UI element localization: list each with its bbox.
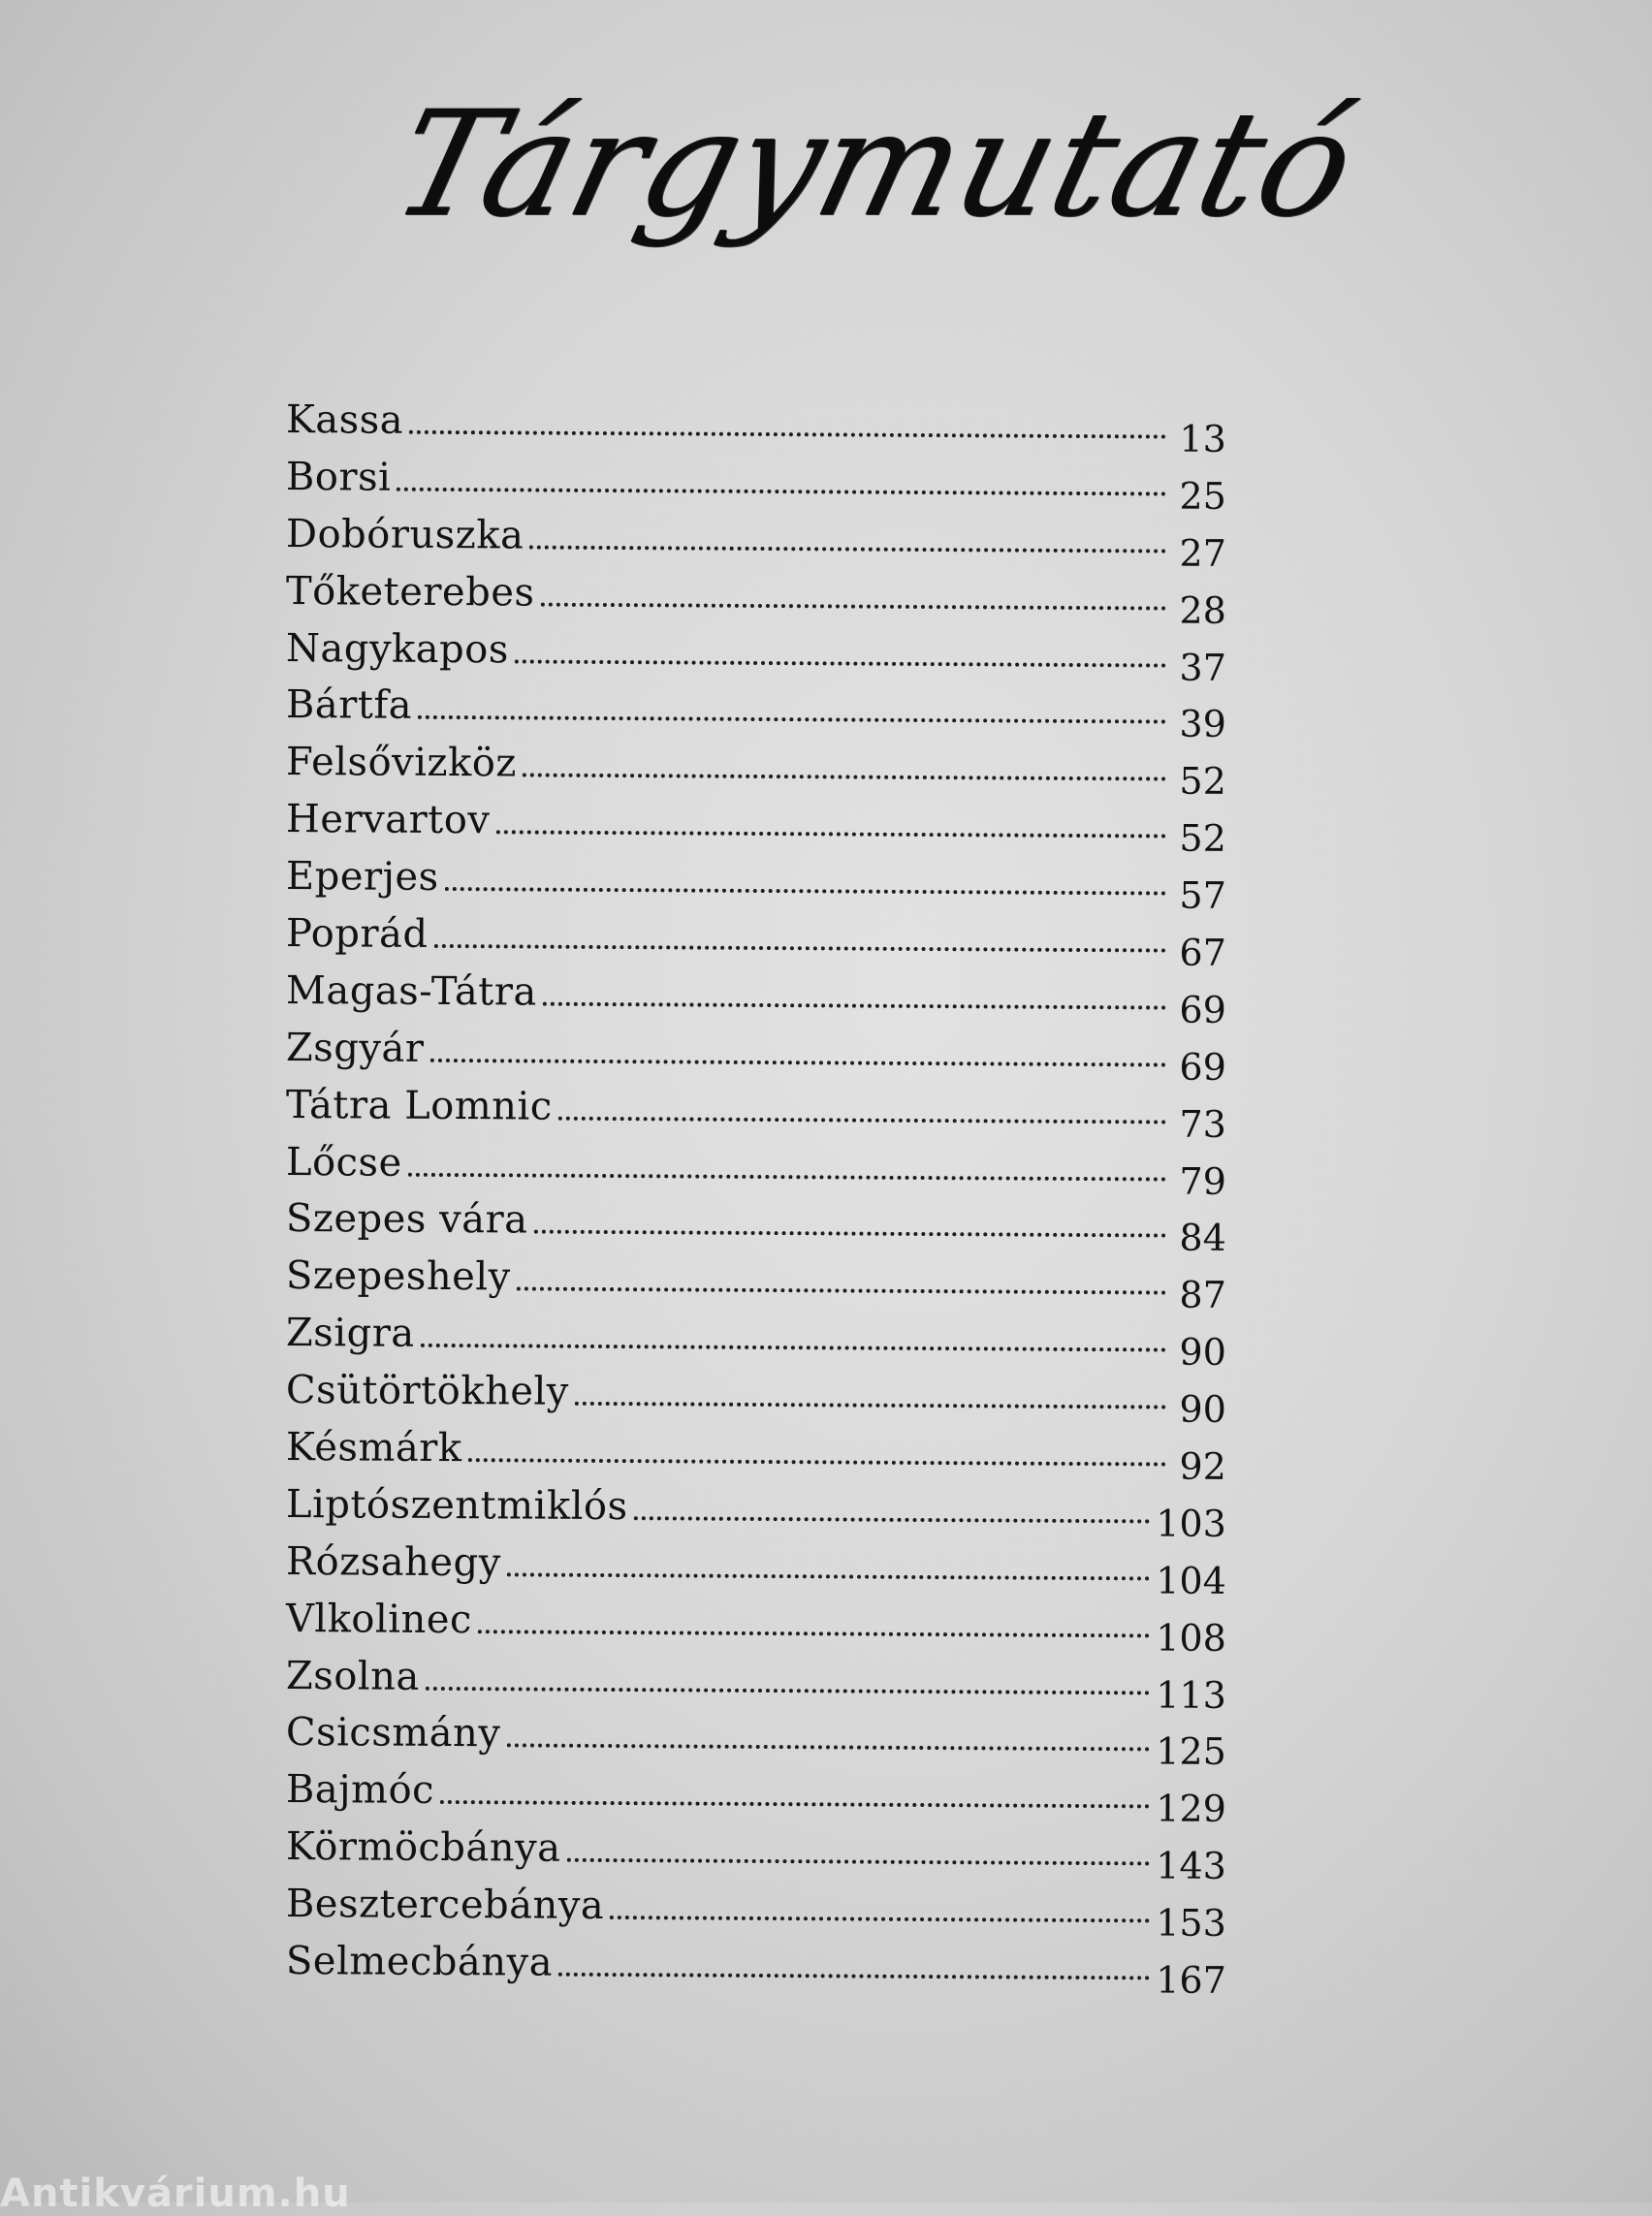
index-entry xyxy=(285,900,1226,974)
index-entry xyxy=(285,671,1226,746)
index-entry-name: Késmárk xyxy=(285,1424,462,1472)
dot-leader xyxy=(558,1972,1150,1980)
index-entry xyxy=(285,1185,1226,1260)
index-entry-name: Magas-Tátra xyxy=(285,967,537,1015)
index-entry-page: 37 xyxy=(1179,646,1226,689)
dot-leader xyxy=(421,1343,1166,1352)
index-entry-page: 113 xyxy=(1156,1672,1226,1717)
index-entry-page: 27 xyxy=(1179,531,1226,575)
index-entry-name: Zsigra xyxy=(285,1311,415,1356)
index-entry xyxy=(285,1071,1226,1146)
dot-leader xyxy=(506,1743,1150,1752)
index-entry-name: Lőcse xyxy=(285,1139,402,1186)
dot-leader xyxy=(426,1685,1151,1694)
index-entry-page: 153 xyxy=(1156,1901,1226,1945)
dot-leader xyxy=(633,1515,1150,1523)
index-entry xyxy=(285,1528,1226,1602)
index-entry-name: Vlkolinec xyxy=(285,1596,473,1642)
index-entry-page: 79 xyxy=(1179,1159,1226,1203)
index-entry-page: 39 xyxy=(1179,702,1226,746)
index-entry-name: Rózsahegy xyxy=(285,1538,501,1586)
index-entry-page: 103 xyxy=(1156,1502,1226,1545)
index-entry xyxy=(285,500,1226,575)
dot-leader xyxy=(517,1286,1166,1295)
index-entry xyxy=(285,728,1226,804)
dot-leader xyxy=(478,1629,1151,1637)
dot-leader xyxy=(433,943,1165,953)
dot-leader xyxy=(468,1457,1166,1466)
index-entry xyxy=(285,615,1226,689)
index-entry-page: 143 xyxy=(1156,1844,1226,1888)
index-entry-page: 52 xyxy=(1179,759,1226,804)
index-entry xyxy=(285,1585,1226,1660)
index-entry-page: 87 xyxy=(1179,1273,1226,1317)
index-entry-name: Poprád xyxy=(285,910,429,957)
index-entry-name: Körmöcbánya xyxy=(285,1824,561,1871)
index-entry xyxy=(285,1698,1226,1774)
index-entry-name: Tőketerebes xyxy=(285,568,535,616)
index-entry xyxy=(285,1642,1226,1717)
index-entry-name: Besztercebánya xyxy=(285,1882,605,1929)
dot-leader xyxy=(429,1058,1166,1067)
dot-leader xyxy=(575,1401,1166,1409)
page-title: Tárgymutató xyxy=(378,80,1372,249)
dot-leader xyxy=(440,1799,1150,1808)
index-entry xyxy=(285,1299,1226,1375)
index-entry xyxy=(285,1128,1226,1203)
dot-leader xyxy=(558,1115,1166,1124)
dot-leader xyxy=(533,1229,1165,1238)
index-entry-page: 69 xyxy=(1179,988,1226,1031)
dot-leader xyxy=(495,829,1166,838)
dot-leader xyxy=(515,658,1166,667)
index-entry xyxy=(285,842,1226,917)
index-entry-page: 57 xyxy=(1179,873,1226,917)
index-entry-name: Tátra Lomnic xyxy=(285,1082,553,1129)
index-entry xyxy=(285,557,1226,632)
index-entry-name: Zsolna xyxy=(285,1653,420,1699)
index-entry-name: Bártfa xyxy=(285,682,413,729)
index-entry-name: Bajmóc xyxy=(285,1767,435,1814)
index-entry-page: 52 xyxy=(1179,816,1226,861)
dot-leader xyxy=(507,1571,1151,1580)
index-entry xyxy=(285,1413,1226,1488)
dot-leader xyxy=(408,1171,1166,1181)
index-entry-name: Zsgyár xyxy=(285,1025,425,1071)
dot-leader xyxy=(445,886,1166,896)
index-entry-name: Eperjes xyxy=(285,854,439,900)
index-entry-page: 67 xyxy=(1179,931,1226,974)
index-entry xyxy=(285,386,1226,460)
index-entry xyxy=(285,1356,1226,1431)
index-entry xyxy=(285,1756,1226,1831)
dot-leader xyxy=(418,714,1166,724)
index-entry-page: 90 xyxy=(1179,1387,1226,1431)
dot-leader xyxy=(543,1000,1166,1009)
index-list xyxy=(285,386,1226,2002)
index-entry-page: 104 xyxy=(1156,1559,1226,1602)
index-entry-page: 167 xyxy=(1156,1958,1226,2002)
index-entry-page: 28 xyxy=(1179,588,1226,632)
dot-leader xyxy=(566,1857,1150,1866)
index-entry-name: Kassa xyxy=(285,396,404,443)
index-entry-page: 125 xyxy=(1156,1729,1226,1774)
index-entry-name: Borsi xyxy=(285,454,392,500)
index-entry-page: 84 xyxy=(1179,1216,1226,1260)
index-entry-page: 92 xyxy=(1179,1444,1226,1488)
index-entry-name: Csütörtökhely xyxy=(285,1368,569,1414)
index-entry xyxy=(285,1813,1226,1888)
index-entry-page: 129 xyxy=(1156,1787,1226,1831)
index-entry-name: Liptószentmiklós xyxy=(285,1481,628,1529)
index-entry-page: 73 xyxy=(1179,1102,1226,1146)
index-entry-page: 25 xyxy=(1179,474,1226,518)
index-entry-page: 108 xyxy=(1156,1616,1226,1660)
dot-leader xyxy=(397,486,1166,495)
index-entry-page: 69 xyxy=(1179,1045,1226,1089)
dot-leader xyxy=(523,773,1166,781)
index-entry-name: Szepeshely xyxy=(285,1253,511,1300)
dot-leader xyxy=(409,429,1166,439)
index-entry-name: Szepes vára xyxy=(285,1196,528,1243)
index-entry-page: 90 xyxy=(1179,1330,1226,1375)
dot-leader xyxy=(529,544,1166,553)
index-entry xyxy=(285,1927,1226,2002)
index-entry-page: 13 xyxy=(1179,417,1226,460)
index-entry-name: Dobóruszka xyxy=(285,511,524,558)
dot-leader xyxy=(610,1915,1150,1922)
index-entry xyxy=(285,957,1226,1031)
dot-leader xyxy=(540,601,1166,610)
index-entry xyxy=(285,1870,1226,1945)
index-entry-name: Hervartov xyxy=(285,797,491,843)
index-entry xyxy=(285,1014,1226,1089)
index-entry xyxy=(285,1242,1226,1317)
index-entry xyxy=(285,785,1226,861)
index-entry-name: Nagykapos xyxy=(285,625,509,672)
index-entry xyxy=(285,443,1226,518)
index-entry xyxy=(285,1471,1226,1545)
index-entry-name: Felsővizköz xyxy=(285,740,518,786)
index-entry-name: Selmecbánya xyxy=(285,1938,554,1985)
watermark: Antikvárium.hu xyxy=(0,2171,351,2216)
index-entry-name: Csicsmány xyxy=(285,1710,501,1757)
